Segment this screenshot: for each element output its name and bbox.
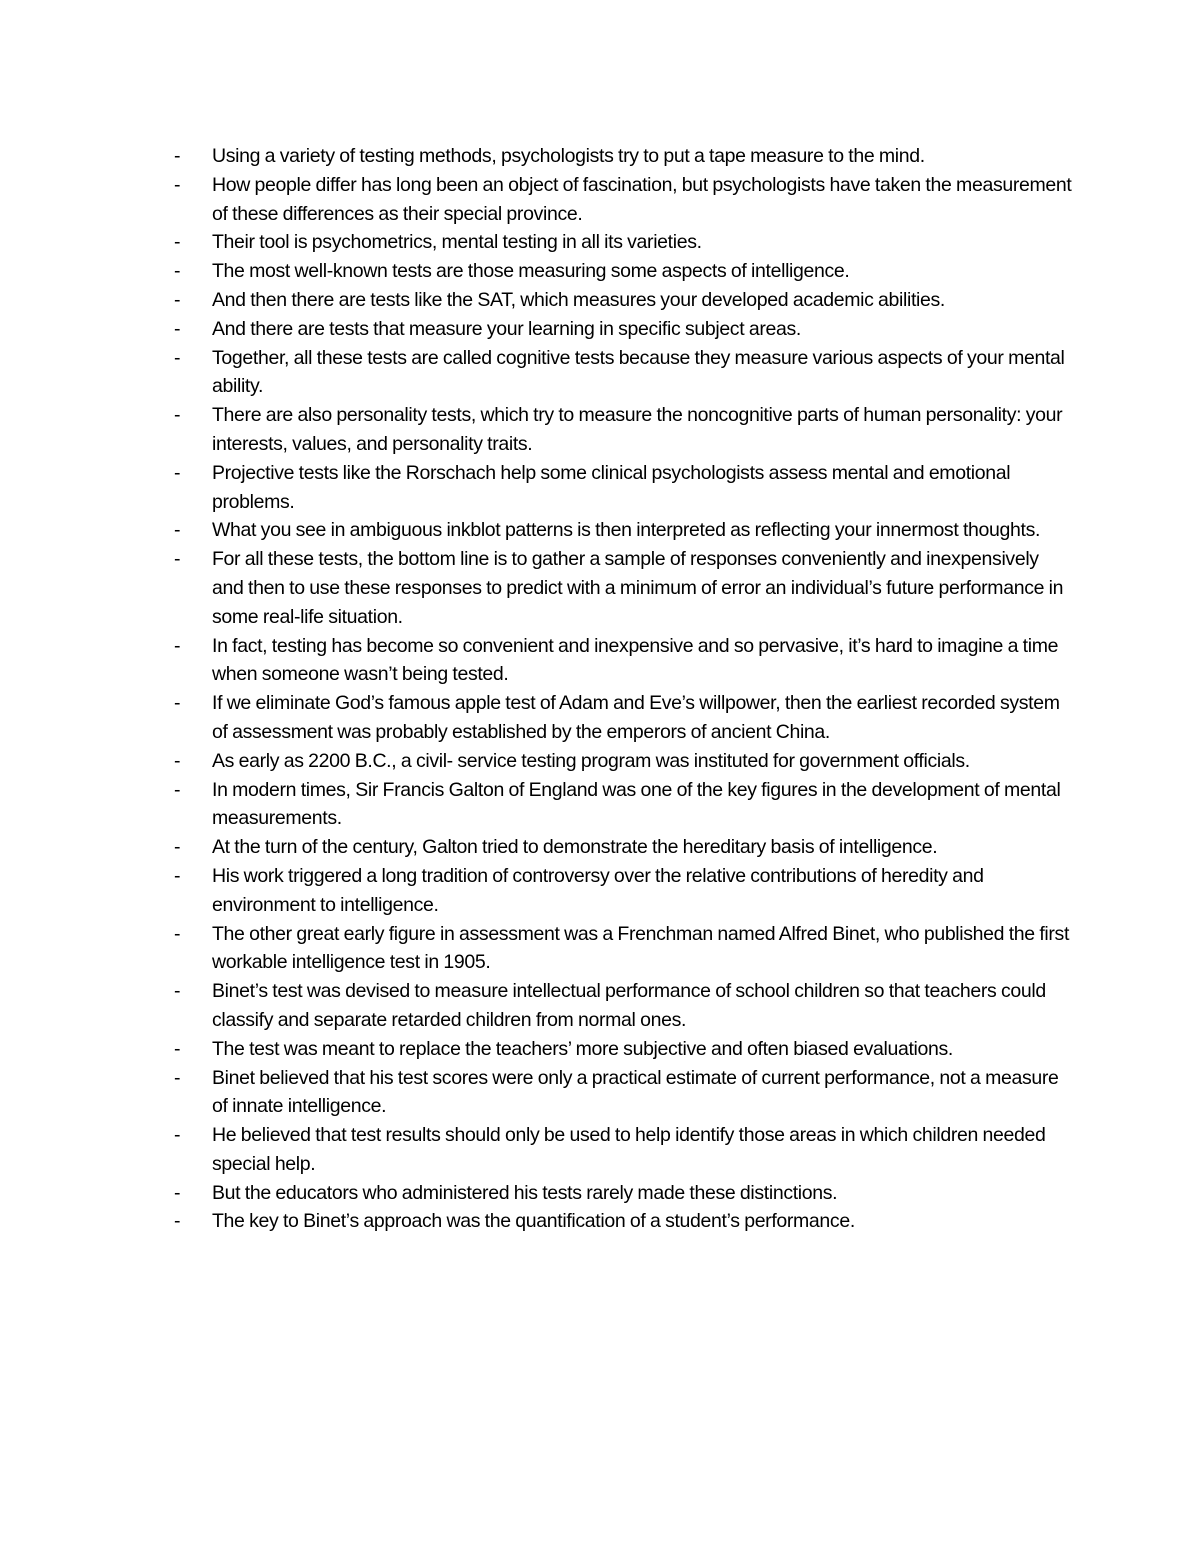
bullet-dash: - [174,1210,181,1233]
list-item-text: The other great early figure in assessment was a Frenchman named Alfred Binet, who published the first workable intelligence test in 1905. [212,922,1070,974]
bullet-dash: - [174,692,181,715]
list-item [0,1207,1072,1236]
list-item-text: And there are tests that measure your learning in specific subject areas. [212,317,801,340]
list-item [0,545,1072,631]
bullet-dash: - [174,461,181,484]
list-item-text: How people differ has long been an object of fascination, but psychologists have taken the measurement of these differences as their special province. [212,173,1072,225]
bullet-dash: - [174,1037,181,1060]
bullet-dash: - [174,634,181,657]
list-item [0,833,1072,862]
bullet-dash: - [174,404,181,427]
list-item-text: In fact, testing has become so convenient and inexpensive and so pervasive, it’s hard to imagine a time when someone wasn’t being tested. [212,634,1059,686]
bullet-dash: - [174,922,181,945]
list-item-text: The key to Binet’s approach was the quantification of a student’s performance. [212,1210,855,1233]
list-item [0,228,1072,257]
bullet-dash: - [174,778,181,801]
list-item [0,689,1072,747]
bullet-dash: - [174,836,181,859]
list-item [0,1121,1072,1179]
bullet-dash: - [174,1066,181,1089]
bullet-dash: - [174,288,181,311]
list-item [0,142,1072,171]
bullet-dash: - [174,231,181,254]
list-item [0,1064,1072,1122]
list-item-text: What you see in ambiguous inkblot patterns is then interpreted as reflecting your innermost thoughts. [212,519,1041,542]
bullet-dash: - [174,260,181,283]
list-item [0,257,1072,286]
list-item-text: Binet’s test was devised to measure intellectual performance of school children so that teachers could classify and separate retarded children from normal ones. [212,980,1046,1031]
list-item [0,747,1072,776]
bullet-list [0,142,1200,1236]
list-item-text: As early as 2200 B.C., a civil- service testing program was instituted for government officials. [212,749,970,772]
list-item-text: But the educators who administered his tests rarely made these distinctions. [212,1181,838,1204]
list-item-text: Using a variety of testing methods, psychologists try to put a tape measure to the mind. [212,145,925,167]
list-item [0,977,1072,1035]
list-item-text: The most well-known tests are those measuring some aspects of intelligence. [212,260,850,283]
list-item [0,344,1072,402]
list-item [0,315,1072,344]
list-item [0,632,1072,690]
list-item-text: For all these tests, the bottom line is to gather a sample of responses conveniently and inexpensively and then to use these responses to predict with a minimum of error an individual’s future performance in some real-life situation. [212,548,1064,628]
list-item-text: There are also personality tests, which try to measure the noncognitive parts of human personality: your interests, values, and personality traits. [212,404,1063,455]
list-item [0,171,1072,229]
bullet-dash: - [174,749,181,772]
list-item [0,862,1072,920]
list-item-text: Binet believed that his test scores were only a practical estimate of current performance, not a measure of innate intelligence. [212,1066,1059,1118]
list-item-text: Projective tests like the Rorschach help some clinical psychologists assess mental and emotional problems. [212,461,1011,513]
bullet-dash: - [174,864,181,887]
list-item-text: And then there are tests like the SAT, which measures your developed academic abilities. [212,288,945,311]
bullet-dash: - [174,1124,181,1147]
list-item-text: The test was meant to replace the teachers’ more subjective and often biased evaluations. [212,1037,953,1060]
bullet-dash: - [174,145,181,167]
list-item [0,1179,1072,1208]
bullet-dash: - [174,980,181,1003]
list-item [0,286,1072,315]
list-item-text: In modern times, Sir Francis Galton of England was one of the key figures in the development of mental measurements. [212,778,1061,830]
list-item [0,401,1072,459]
list-item [0,1035,1072,1064]
bullet-dash: - [174,317,181,340]
bullet-dash: - [174,1181,181,1204]
list-item-text: Their tool is psychometrics, mental testing in all its varieties. [212,231,702,254]
list-item-text: His work triggered a long tradition of controversy over the relative contributions of heredity and environment to intelligence. [212,864,984,916]
list-item [0,776,1072,834]
bullet-dash: - [174,548,181,571]
list-item-text: He believed that test results should only be used to help identify those areas in which children needed special help. [212,1124,1046,1175]
list-item-text: Together, all these tests are called cognitive tests because they measure various aspects of your mental ability. [212,346,1065,398]
bullet-dash: - [174,346,181,369]
list-item [0,516,1072,545]
list-item-text: At the turn of the century, Galton tried to demonstrate the hereditary basis of intelligence. [212,836,938,859]
bullet-dash: - [174,519,181,542]
bullet-dash: - [174,173,181,196]
list-item-text: If we eliminate God’s famous apple test of Adam and Eve’s willpower, then the earliest recorded system of assessment was probably established by the emperors of ancient China. [212,692,1060,743]
list-item [0,459,1072,517]
list-item [0,920,1072,978]
